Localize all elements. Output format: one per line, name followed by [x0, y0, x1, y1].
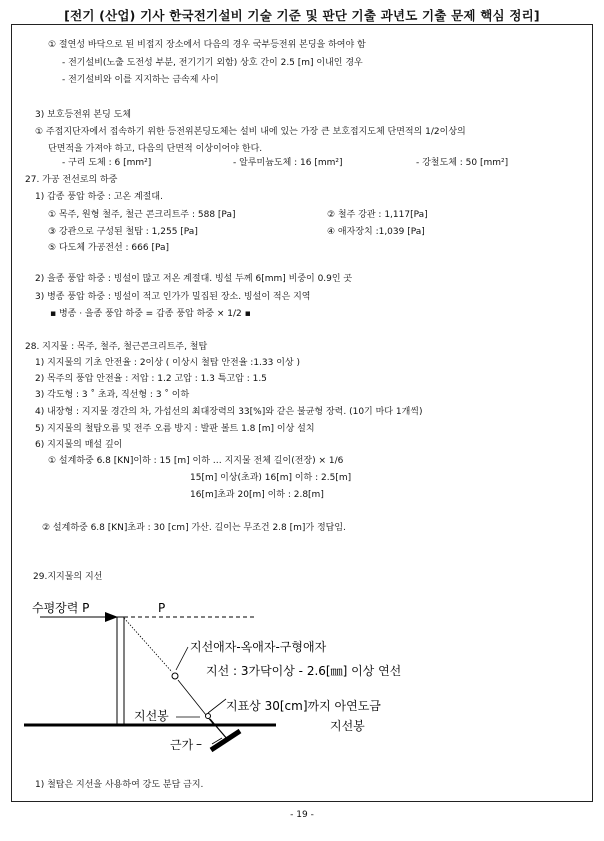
- text-line: 16[m]초과 20[m] 이하 : 2.8[m]: [190, 490, 324, 500]
- text-line: 1) 갑종 풍압 하중 : 고온 계절대.: [35, 192, 163, 202]
- text-line: ① 설계하중 6.8 [KN]이하 : 15 [m] 이하 … 지지물 전체 길이(전장) × 1/6: [48, 456, 344, 466]
- label-anchor: 근가: [170, 738, 194, 752]
- text-line: - 전기설비(노출 도전성 부분, 전기기기 외함) 상호 간이 2.5 [m] 이내인 경우: [62, 58, 363, 68]
- text-line: 단면적을 가져야 하고, 다음의 단면적 이상이어야 한다.: [48, 144, 263, 154]
- page-header: [전기 (산업) 기사 한국전기설비 기술 기준 및 판단 기출 과년도 기출 문제 핵심 정리]: [64, 8, 540, 23]
- text-line: - 강철도체 : 50 [mm²]: [416, 158, 509, 168]
- section-heading: 27. 가공 전선로의 하중: [25, 175, 118, 185]
- text-line: - 구리 도체 : 6 [mm²]: [62, 158, 152, 168]
- text-line: ② 설계하중 6.8 [KN]초과 : 30 [cm] 가산. 길이는 무조건 2.8 [m]가 정답임.: [42, 523, 346, 533]
- text-line: 4) 내장형 : 지지물 경간의 차, 가섭선의 최대장력의 33[%]와 같은 불균형 장력. (10기 마다 1개씩): [35, 407, 423, 417]
- text-line: ③ 강관으로 구성된 철탑 : 1,255 [Pa]: [48, 227, 198, 237]
- leader-galvanized: [208, 699, 226, 713]
- text-line: 3) 보호등전위 본딩 도체: [35, 110, 132, 120]
- anchor-rod-eye: [206, 714, 211, 719]
- text-line: ① 주접지단자에서 접속하기 위한 등전위본딩도체는 설비 내에 있는 가장 큰 보호접지도체 단면적의 1/2이상의: [35, 127, 466, 137]
- text-line: ④ 애자장치 :1,039 [Pa]: [327, 227, 425, 237]
- section-heading: 29.지지물의 지선: [33, 572, 103, 582]
- text-line: ▪ 병종 · 을종 풍압 하중 = 갑종 풍압 하중 × 1/2 ▪: [50, 309, 251, 319]
- anchor-dash: –: [196, 737, 202, 751]
- text-line: 15[m] 이상(초과) 16[m] 이하 : 2.5[m]: [190, 473, 352, 483]
- leader-insulator: [176, 647, 188, 670]
- guy-wire-upper: [124, 618, 172, 672]
- text-line: ① 절연성 바닥으로 된 비접지 장소에서 다음의 경우 국부등전위 본딩을 하여야 함: [48, 40, 366, 50]
- text-line: 6) 지지물의 매설 깊이: [35, 440, 123, 450]
- section-heading: 28. 지지물 : 목주, 철주, 철근콘크리트주, 철탑: [25, 342, 208, 352]
- text-line: - 알루미늄도체 : 16 [mm²]: [233, 158, 343, 168]
- label-anchor-rod-right: 지선봉: [330, 719, 365, 733]
- pole: [117, 617, 124, 725]
- text-line: - 전기설비와 이를 지지하는 금속제 사이: [62, 75, 219, 85]
- text-line: 2) 을종 풍압 하중 : 빙설이 많고 저온 계절대. 빙설 두께 6[mm] 비중이 0.9인 곳: [35, 274, 353, 284]
- text-line: 3) 병종 풍압 하중 : 빙설이 적고 인가가 밀집된 장소. 빙설이 적은 지역: [35, 292, 311, 302]
- label-anchor-rod-left: 지선봉: [134, 709, 169, 723]
- text-line: 2) 목주의 풍압 안전율 : 저압 : 1.2 고압 : 1.3 특고압 : 1.5: [35, 374, 267, 384]
- page-number: - 19 -: [290, 810, 314, 820]
- text-line: 3) 각도형 : 3 ˚ 초과, 직선형 : 3 ˚ 이하: [35, 390, 190, 400]
- text-line: ⑤ 다도체 가공전선 : 666 [Pa]: [48, 243, 170, 253]
- text-line: 1) 철탑은 지선을 사용하여 강도 분담 금지.: [35, 780, 204, 790]
- text-line: ② 철주 강관 : 1,117[Pa]: [327, 210, 428, 220]
- label-p: P: [158, 601, 166, 615]
- label-galvanized: 지표상 30[cm]까지 아연도금: [226, 699, 381, 713]
- anchor-block: [211, 731, 240, 750]
- label-insulator: 지선애자-옥애자-구형애자: [190, 640, 327, 654]
- text-line: 5) 지지물의 철탑오름 및 전주 오름 방지 : 발판 볼트 1.8 [m] 이상 설치: [35, 424, 315, 434]
- label-guy-wire: 지선 : 3가닥이상 - 2.6[㎜] 이상 연선: [206, 664, 402, 678]
- label-horizontal-tension: 수평장력 P: [32, 601, 90, 615]
- insulator: [172, 673, 178, 679]
- tension-arrowhead: [105, 612, 118, 622]
- text-line: ① 목주, 원형 철주, 철근 콘크리트주 : 588 [Pa]: [48, 210, 236, 220]
- text-line: 1) 지지물의 기초 안전율 : 2이상 ( 이상시 철탑 안전율 :1.33 이상 ): [35, 358, 300, 368]
- anchor-rod: [210, 719, 228, 740]
